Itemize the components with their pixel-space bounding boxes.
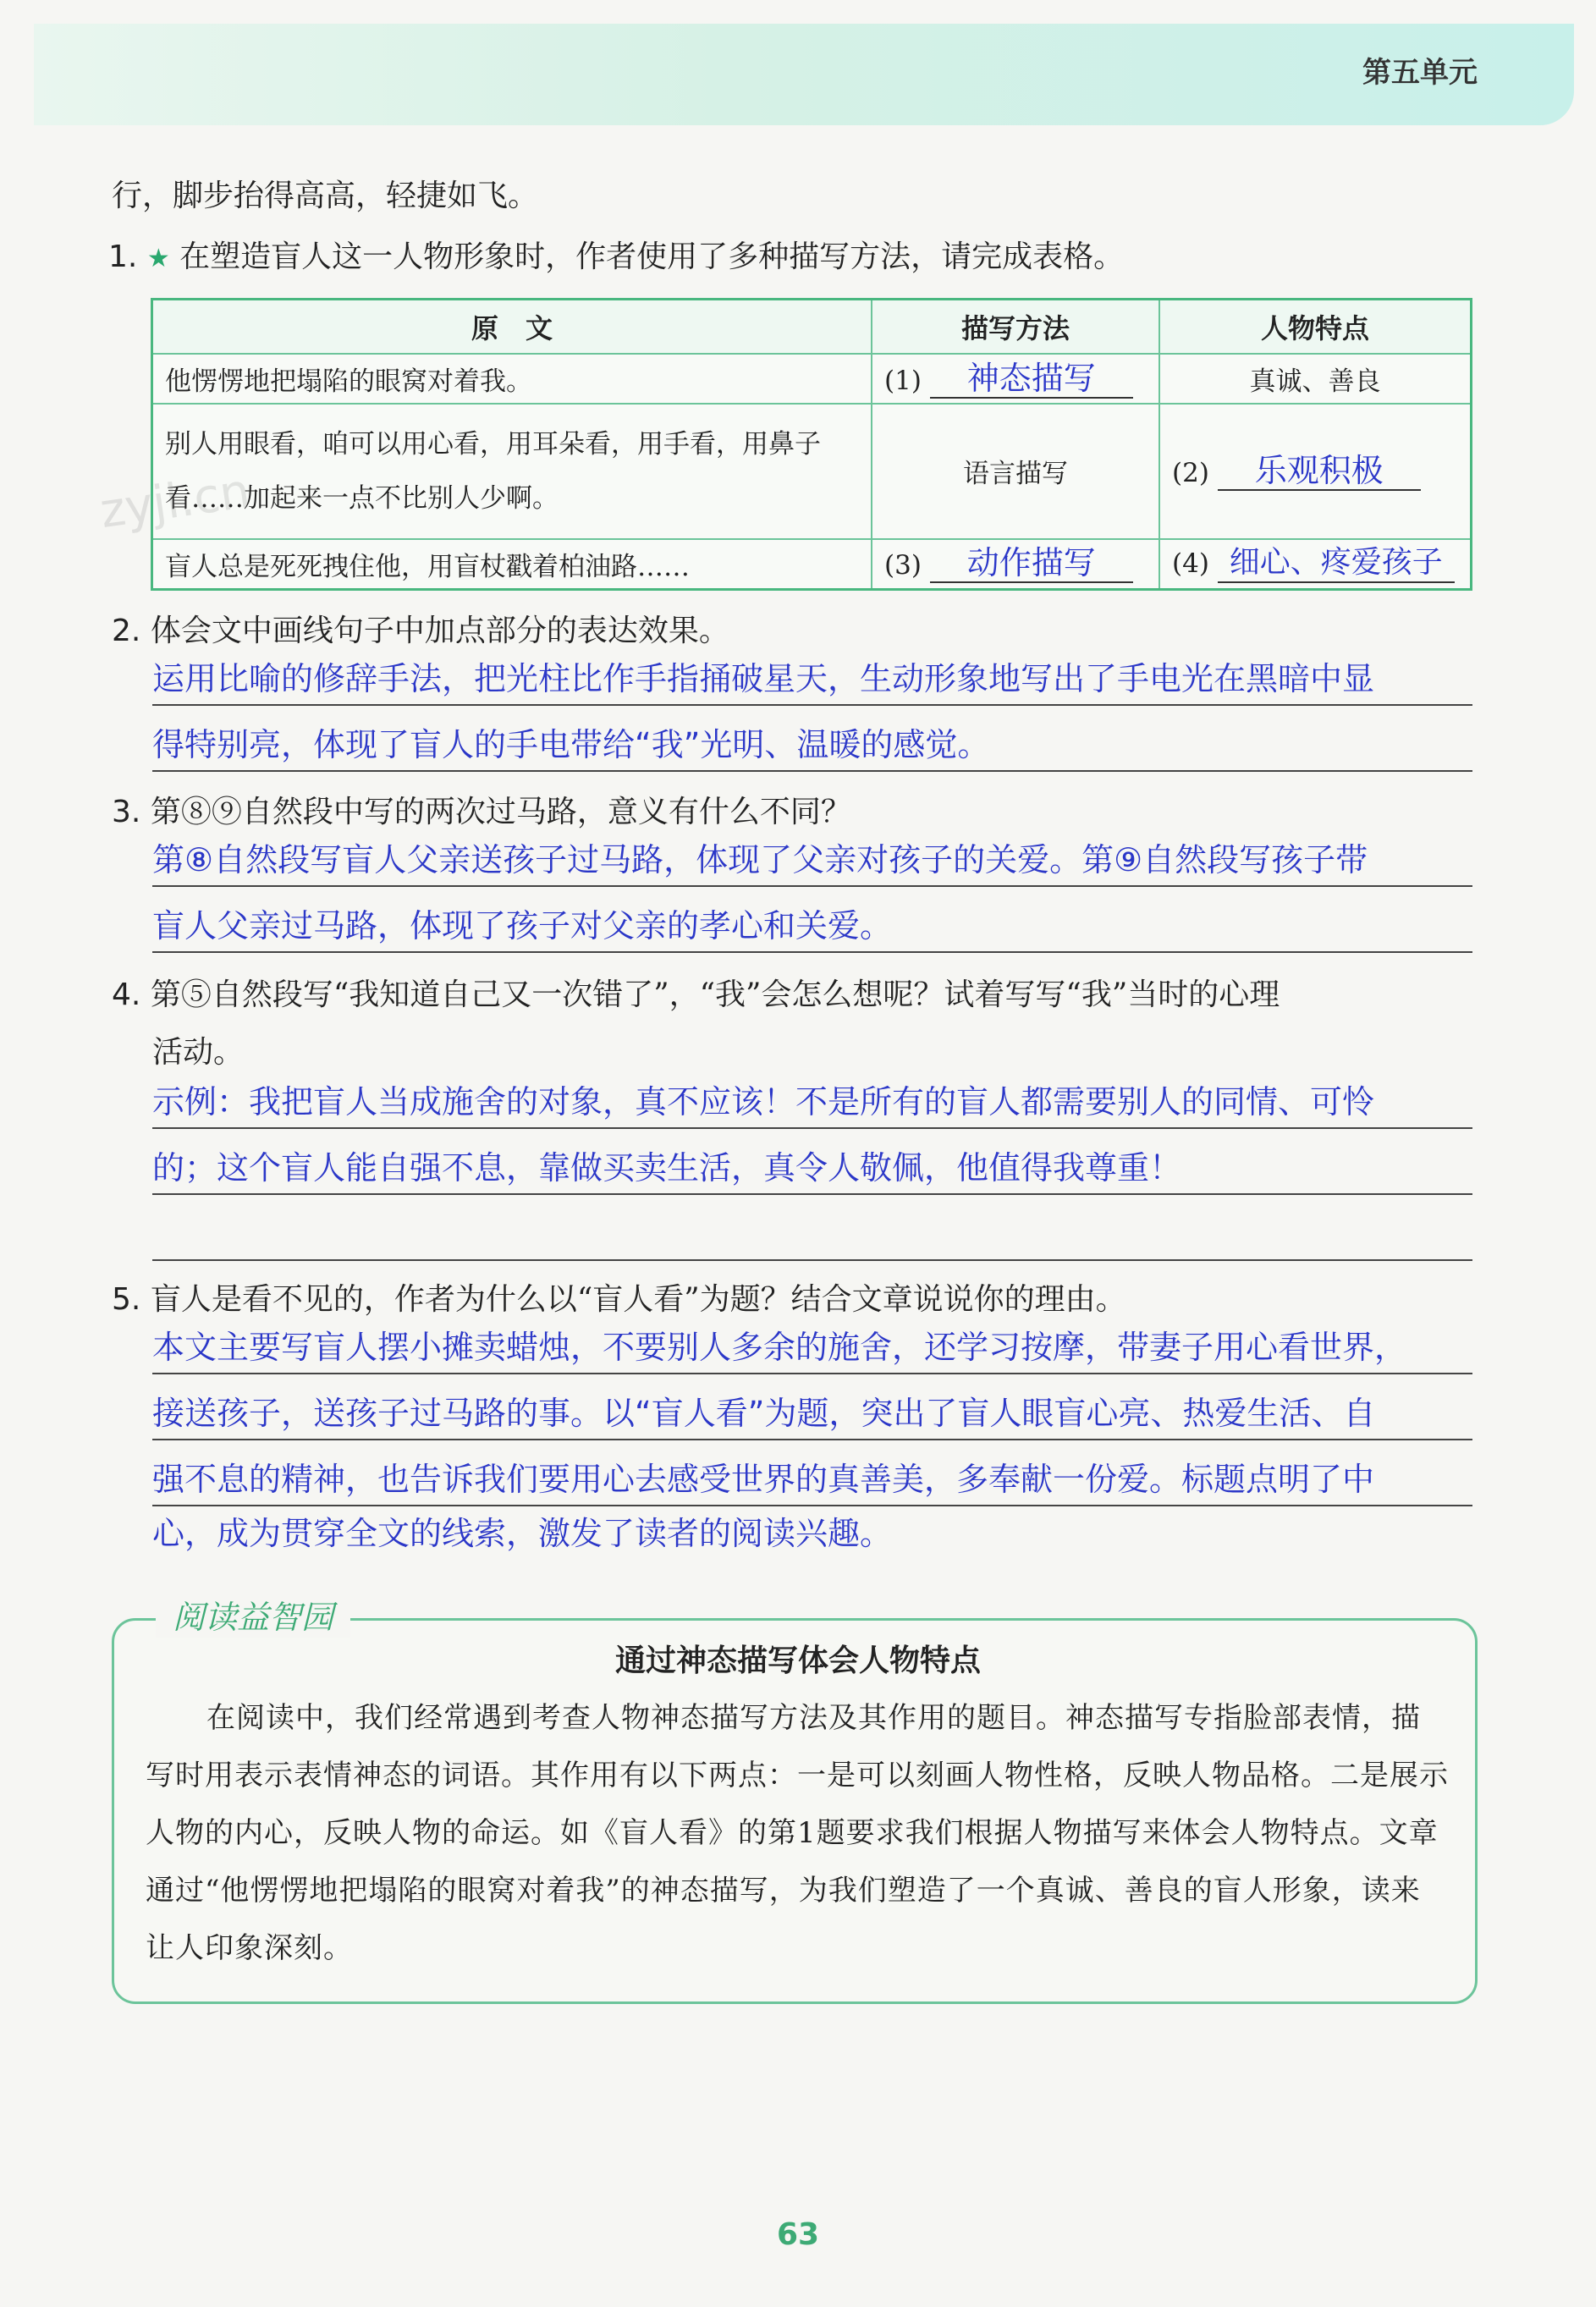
question-4: 4. 第⑤自然段写“我知道自己又一次错了”，“我”会怎么想呢？试着写写“我”当时的心理 <box>112 977 1280 1012</box>
answer-3-line-2[interactable]: 盲人父亲过马路，体现了孩子对父亲的孝心和关爱。 <box>152 907 893 944</box>
answer-3-line-1[interactable]: 第⑧自然段写盲人父亲送孩子过马路，体现了父亲对孩子的关爱。第⑨自然段写孩子带 <box>152 841 1368 878</box>
answer-rule <box>152 1259 1472 1261</box>
answer-5-line-3[interactable]: 强不息的精神，也告诉我们要用心去感受世界的真善美，多奉献一份爱。标题点明了中 <box>152 1461 1375 1498</box>
row-3-method-answer[interactable]: 动作描写 <box>930 544 1133 583</box>
row-3-text: 盲人总是死死拽住他，用盲杖戳着柏油路…… <box>152 539 872 590</box>
row-2-text: 别人用眼看，咱可以用心看，用耳朵看，用手看，用鼻子看……加起来一点不比别人少啊。 <box>152 404 872 539</box>
table-row <box>152 354 1472 404</box>
answer-4-line-2[interactable]: 的；这个盲人能自强不息，靠做买卖生活，真令人敬佩，他值得我尊重！ <box>152 1149 1182 1187</box>
answer-5-line-2[interactable]: 接送孩子，送孩子过马路的事。以“盲人看”为题，突出了盲人眼盲心亮、热爱生活、自 <box>152 1395 1376 1432</box>
question-1 <box>108 237 1124 279</box>
table-row <box>152 404 1472 539</box>
answer-rule <box>152 951 1472 953</box>
answer-2-line-1[interactable]: 运用比喻的修辞手法，把光柱比作手指捅破星天，生动形象地写出了手电光在黑暗中显 <box>152 660 1375 697</box>
reading-tag: 阅读益智园 <box>156 1591 350 1638</box>
answer-rule <box>152 1127 1472 1129</box>
intro-line: 行，脚步抬得高高，轻捷如飞。 <box>112 179 539 213</box>
question-5: 5. 盲人是看不见的，作者为什么以“盲人看”为题？结合文章说说你的理由。 <box>112 1282 1126 1317</box>
answer-rule <box>152 770 1472 772</box>
row-1-text: 他愣愣地把塌陷的眼窝对着我。 <box>152 354 872 404</box>
unit-label: 第五单元 <box>1362 56 1478 90</box>
page-number: 63 <box>776 2217 820 2252</box>
question-1-number: 1. <box>108 240 138 274</box>
answer-2-line-2[interactable]: 得特别亮，体现了盲人的手电带给“我”光明、温暖的感觉。 <box>152 726 990 763</box>
question-4-text-1: 第⑤自然段写“我知道自己又一次错了”，“我”会怎么想呢？试着写写“我”当时的心理 <box>150 977 1280 1012</box>
row-2-trait: (2) 乐观积极 <box>1159 404 1472 539</box>
answer-rule <box>152 885 1472 887</box>
row-1-method: (1) 神态描写 <box>872 354 1159 404</box>
question-4-text-2: 活动。 <box>152 1035 245 1070</box>
answer-rule <box>152 1505 1472 1506</box>
table-header-trait: 人物特点 <box>1159 300 1472 355</box>
table-row <box>152 539 1472 590</box>
answer-rule <box>152 1373 1472 1374</box>
star-icon: ★ <box>146 244 170 273</box>
question-5-text: 盲人是看不见的，作者为什么以“盲人看”为题？结合文章说说你的理由。 <box>150 1282 1126 1317</box>
row-2-trait-answer[interactable]: 乐观积极 <box>1218 452 1421 491</box>
reading-title: 通过神态描写体会人物特点 <box>614 1644 981 1678</box>
header-band <box>34 24 1574 125</box>
question-2-text: 体会文中画线句子中加点部分的表达效果。 <box>150 614 729 648</box>
description-table <box>151 298 1472 591</box>
question-3: 3. 第⑧⑨自然段中写的两次过马路，意义有什么不同？ <box>112 795 851 829</box>
question-1-text: 在塑造盲人这一人物形象时，作者使用了多种描写方法，请完成表格。 <box>179 240 1125 274</box>
answer-rule <box>152 704 1472 706</box>
answer-rule <box>152 1193 1472 1195</box>
answer-rule <box>152 1439 1472 1440</box>
row-3-method: (3) 动作描写 <box>872 539 1159 590</box>
answer-5-line-1[interactable]: 本文主要写盲人摆小摊卖蜡烛，不要别人多余的施舍，还学习按摩，带妻子用心看世界， <box>152 1329 1407 1366</box>
table-header-method: 描写方法 <box>872 300 1159 355</box>
row-3-trait-answer[interactable]: 细心、疼爱孩子 <box>1218 544 1455 583</box>
watermark: zyjl.cn <box>96 463 254 540</box>
row-2-method: 语言描写 <box>872 404 1159 539</box>
answer-4-line-1[interactable]: 示例：我把盲人当成施舍的对象，真不应该！不是所有的盲人都需要别人的同情、可怜 <box>152 1083 1375 1120</box>
row-1-method-answer[interactable]: 神态描写 <box>930 360 1133 399</box>
table-header-original: 原 文 <box>152 300 872 355</box>
question-3-text: 第⑧⑨自然段中写的两次过马路，意义有什么不同？ <box>150 795 851 829</box>
reading-body: 在阅读中，我们经常遇到考查人物神态描写方法及其作用的题目。神态描写专指脸部表情，描写时用表示表情神态的词语。其作用有以下两点：一是可以刻画人物性格，反映人物品格。二是展示人物的内心，反映人物的命运。如《盲人看》的第1题要求我们根据人物描写来体会人物特点。文章通过“他愣愣地把塌陷的眼窝对着我”的神态描写，为我们塑造了一个真诚、善良的盲人形象，读来让人印象深刻。 <box>146 1701 1449 1965</box>
row-3-trait: (4) 细心、疼爱孩子 <box>1159 539 1472 590</box>
answer-5-line-4[interactable]: 心，成为贯穿全文的线索，激发了读者的阅读兴趣。 <box>152 1515 893 1552</box>
question-2: 2. 体会文中画线句子中加点部分的表达效果。 <box>112 614 729 648</box>
row-1-trait: 真诚、善良 <box>1159 354 1472 404</box>
